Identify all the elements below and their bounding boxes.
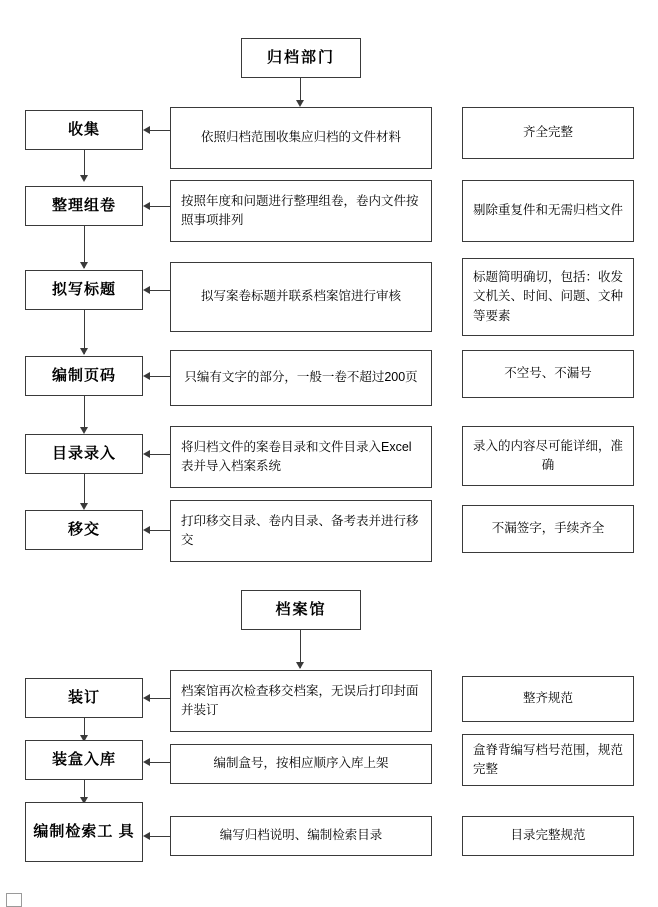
page-corner-marker xyxy=(6,893,22,907)
stage-box-6 xyxy=(25,678,143,718)
connector-desc3-to-stage3 xyxy=(150,376,170,377)
connector-header1-down xyxy=(300,78,301,102)
arrow-desc1-to-stage1 xyxy=(143,202,150,210)
description-box-8 xyxy=(170,816,432,856)
arrow-stage3-stage4 xyxy=(80,427,88,434)
description-text: 按照年度和问题进行整理组卷，卷内文件按照事项排列 xyxy=(181,193,419,227)
stage-box-5 xyxy=(25,510,143,550)
requirement-text: 不漏签字，手续齐全 xyxy=(491,521,605,536)
requirement-box-6 xyxy=(462,676,634,722)
requirement-text: 不空号、不漏号 xyxy=(504,366,592,381)
arrow-stage4-stage5 xyxy=(80,503,88,510)
connector-desc2-to-stage2 xyxy=(150,290,170,291)
stage-label: 移交 xyxy=(67,521,100,539)
description-box-3 xyxy=(170,350,432,406)
description-text: 只编有文字的部分，一般一卷不超过200页 xyxy=(184,370,418,385)
arrow-desc2-to-stage2 xyxy=(143,286,150,294)
stage-box-0 xyxy=(25,110,143,150)
header-box-archiving-department xyxy=(241,38,361,78)
arrow-desc3-to-stage3 xyxy=(143,372,150,380)
stage-box-4 xyxy=(25,434,143,474)
arrow-stage2-stage3 xyxy=(80,348,88,355)
requirement-text: 齐全完整 xyxy=(522,125,573,140)
requirement-box-0 xyxy=(462,107,634,159)
requirement-text: 剔除重复件和无需归档文件 xyxy=(473,203,624,218)
stage-box-7 xyxy=(25,740,143,780)
arrow-stage1-stage2 xyxy=(80,262,88,269)
header-label: 归档部门 xyxy=(266,49,335,67)
description-box-2 xyxy=(170,262,432,332)
stage-label: 整理组卷 xyxy=(51,197,116,215)
arrow-desc7-to-stage7 xyxy=(143,758,150,766)
requirement-text: 标题简明确切，包括：收发文机关、时间、问题、文种等要素 xyxy=(473,269,624,323)
connector-desc0-to-stage0 xyxy=(150,130,170,131)
stage-label: 装订 xyxy=(67,689,100,707)
description-text: 编制盒号，按相应顺序入库上架 xyxy=(213,756,389,771)
header-box-archives xyxy=(241,590,361,630)
arrow-header1-down xyxy=(296,100,304,107)
description-text: 打印移交目录、卷内目录、备考表并进行移交 xyxy=(181,513,419,547)
description-box-4 xyxy=(170,426,432,488)
arrow-desc5-to-stage5 xyxy=(143,526,150,534)
stage-label: 拟写标题 xyxy=(51,281,116,299)
requirement-box-8 xyxy=(462,816,634,856)
requirement-box-2 xyxy=(462,258,634,336)
requirement-text: 目录完整规范 xyxy=(510,828,586,843)
stage-label: 编制页码 xyxy=(51,367,116,385)
stage-box-3 xyxy=(25,356,143,396)
connector-desc5-to-stage5 xyxy=(150,530,170,531)
connector-desc8-to-stage8 xyxy=(150,836,170,837)
arrow-desc4-to-stage4 xyxy=(143,450,150,458)
stage-label: 收集 xyxy=(67,121,100,139)
stage-box-1 xyxy=(25,186,143,226)
requirement-text: 整齐规范 xyxy=(522,691,573,706)
description-text: 档案馆再次检查移交档案，无误后打印封面并装订 xyxy=(181,683,419,717)
connector-desc7-to-stage7 xyxy=(150,762,170,763)
arrow-desc0-to-stage0 xyxy=(143,126,150,134)
requirement-text: 盒脊背编写档号范围，规范完整 xyxy=(473,742,624,776)
connector-desc1-to-stage1 xyxy=(150,206,170,207)
connector-desc6-to-stage6 xyxy=(150,698,170,699)
stage-label: 编制检索工 具 xyxy=(33,823,135,841)
description-box-6 xyxy=(170,670,432,732)
description-box-5 xyxy=(170,500,432,562)
requirement-box-1 xyxy=(462,180,634,242)
description-box-0 xyxy=(170,107,432,169)
stage-label: 目录录入 xyxy=(51,445,116,463)
description-text: 编写归档说明、编制检索目录 xyxy=(219,828,383,843)
description-box-7 xyxy=(170,744,432,784)
connector-desc4-to-stage4 xyxy=(150,454,170,455)
requirement-box-7 xyxy=(462,734,634,786)
arrow-desc8-to-stage8 xyxy=(143,832,150,840)
description-text: 将归档文件的案卷目录和文件目录入Excel表并导入档案系统 xyxy=(181,439,412,473)
requirement-box-4 xyxy=(462,426,634,486)
requirement-box-5 xyxy=(462,505,634,553)
arrow-stage0-stage1 xyxy=(80,175,88,182)
header-label: 档案馆 xyxy=(275,601,327,619)
description-text: 拟写案卷标题并联系档案馆进行审核 xyxy=(200,289,401,304)
stage-label: 装盒入库 xyxy=(51,751,116,769)
stage-box-2 xyxy=(25,270,143,310)
arrow-desc6-to-stage6 xyxy=(143,694,150,702)
description-box-1 xyxy=(170,180,432,242)
requirement-text: 录入的内容尽可能详细，准确 xyxy=(473,438,624,472)
requirement-box-3 xyxy=(462,350,634,398)
description-text: 依照归档范围收集应归档的文件材料 xyxy=(200,130,401,145)
arrow-header2-down xyxy=(296,662,304,669)
stage-box-8 xyxy=(25,802,143,862)
